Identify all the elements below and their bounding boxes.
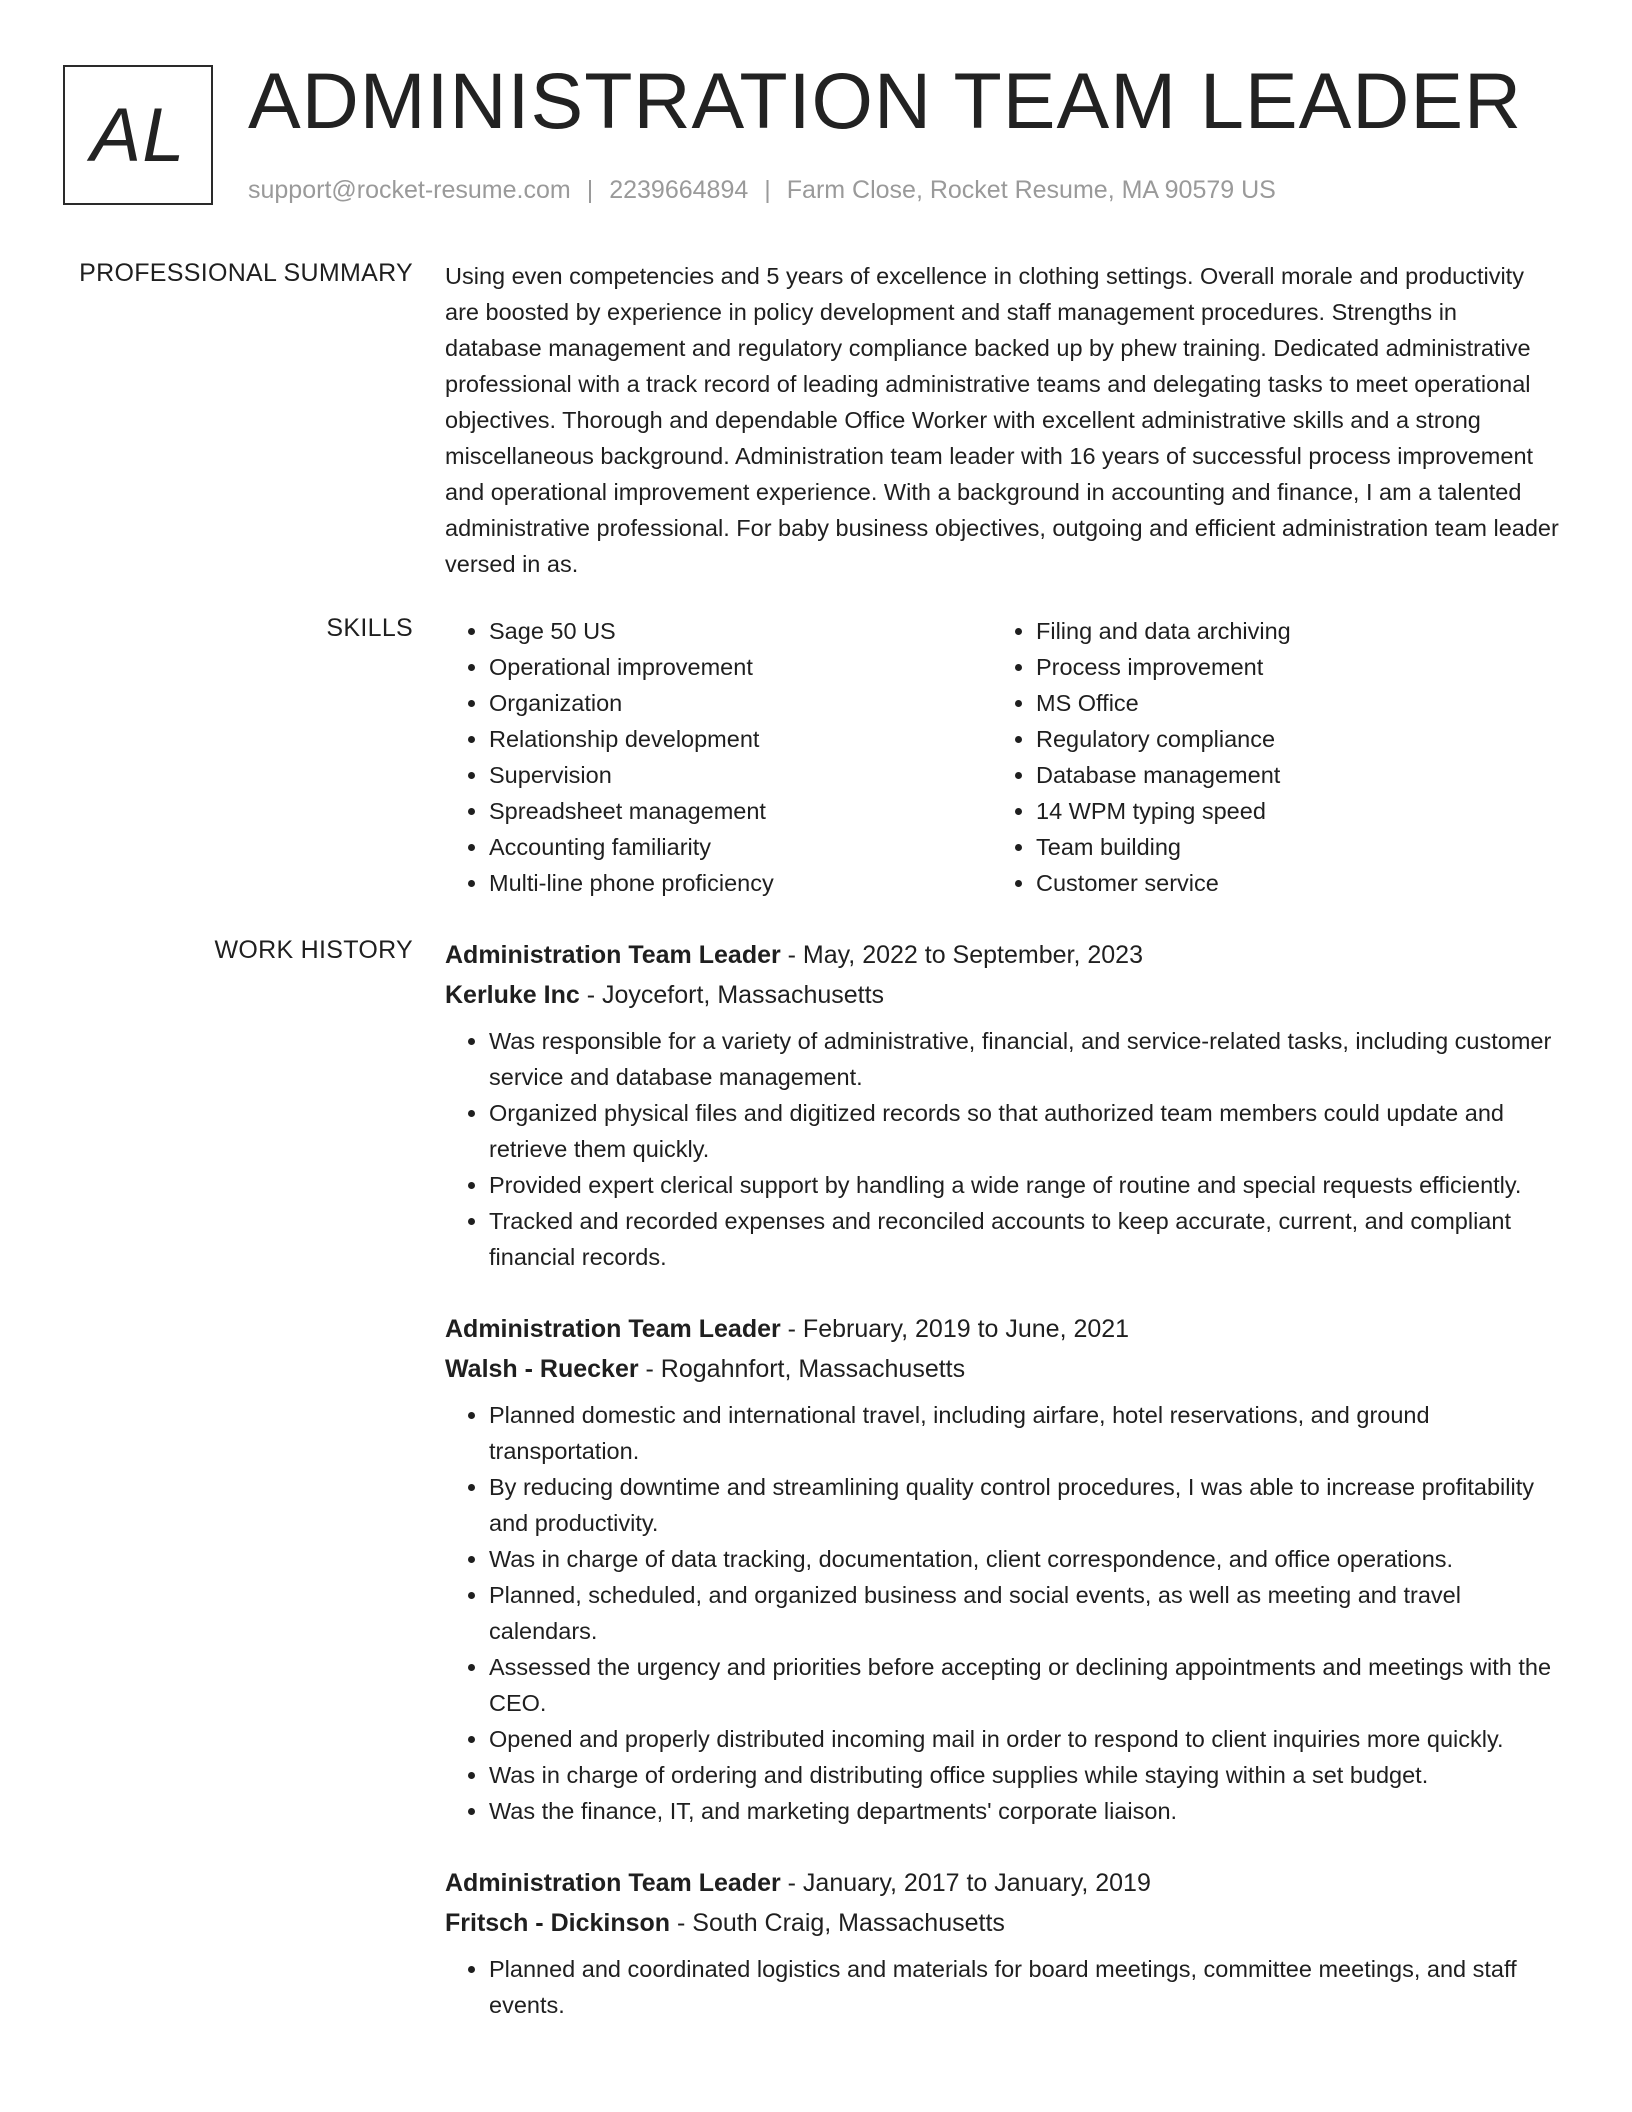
monogram-initials: AL [90, 92, 186, 178]
work-history-title: WORK HISTORY [214, 936, 413, 964]
contact-separator: | [764, 176, 771, 204]
skill-item: • Team building [1036, 829, 1291, 865]
job-dates: - January, 2017 to January, 2019 [780, 1869, 1151, 1897]
job-duty: • Provided expert clerical support by handling a wide range of routine and special requests efficiently. [489, 1167, 1560, 1203]
job-dates: - May, 2022 to September, 2023 [780, 941, 1143, 969]
skill-item: • Filing and data archiving [1036, 613, 1291, 649]
skills-list-right [992, 613, 1291, 901]
job-company-line [445, 975, 1560, 1015]
skill-item: • 14 WPM typing speed [1036, 793, 1291, 829]
resume-title: ADMINISTRATION TEAM LEADER [248, 56, 1523, 145]
job-location: - Rogahnfort, Massachusetts [638, 1355, 966, 1383]
job-company-line [445, 1903, 1560, 1943]
skill-item: • Database management [1036, 757, 1291, 793]
job-title-line [445, 1309, 1560, 1349]
work-history-body [445, 935, 1560, 2057]
job-duty: • Was in charge of data tracking, documentation, client correspondence, and office operations. [489, 1541, 1560, 1577]
job-duty: • Opened and properly distributed incoming mail in order to respond to client inquiries more quickly. [489, 1721, 1560, 1757]
job-duty: • By reducing downtime and streamlining quality control procedures, I was able to increase profitability and productivity. [489, 1469, 1560, 1541]
skills-title: SKILLS [326, 614, 413, 642]
job-duties [445, 1397, 1560, 1829]
job-location: - Joycefort, Massachusetts [579, 981, 885, 1009]
job-entry [445, 1863, 1560, 2023]
job-duty: • Was in charge of ordering and distributing office supplies while staying within a set budget. [489, 1757, 1560, 1793]
job-duty: • Planned and coordinated logistics and materials for board meetings, committee meetings, and staff events. [489, 1951, 1560, 2023]
job-duties [445, 1951, 1560, 2023]
skill-item: • Relationship development [489, 721, 774, 757]
job-company: Fritsch - Dickinson [445, 1909, 671, 1937]
job-position: Administration Team Leader [445, 941, 781, 969]
contact-separator: | [586, 176, 594, 204]
skill-item: • Regulatory compliance [1036, 721, 1291, 757]
contact-email: support@rocket-resume.com [248, 176, 571, 204]
job-duty: • Assessed the urgency and priorities before accepting or declining appointments and meetings with the CEO. [489, 1649, 1560, 1721]
skill-item: • Customer service [1036, 865, 1291, 901]
skill-item: • Spreadsheet management [489, 793, 774, 829]
job-duty: • Was the finance, IT, and marketing departments' corporate liaison. [489, 1793, 1560, 1829]
job-position: Administration Team Leader [445, 1869, 781, 1897]
summary-text: Using even competencies and 5 years of excellence in clothing settings. Overall morale and productivity are boosted by experience in policy development and staff management procedures. Strengths in database management and regulatory compliance backed up by phew training. Dedicated administrative professional with a track record of leading administrative teams and delegating tasks to meet operational objectives. Thorough and dependable Office Worker with excellent administrative skills and a strong miscellaneous background. Administration team leader with 16 years of successful process improvement and operational improvement experience. With a background in accounting and finance, I am a talented administrative professional. For baby business objectives, outgoing and efficient administration team leader versed in as. [445, 263, 1559, 577]
skills-list-left [445, 613, 774, 901]
job-duty: • Planned domestic and international travel, including airfare, hotel reservations, and ground transportation. [489, 1397, 1560, 1469]
job-entry [445, 1309, 1560, 1829]
job-company-line [445, 1349, 1560, 1389]
job-duty: • Was responsible for a variety of administrative, financial, and service-related tasks, including customer service and database management. [489, 1023, 1560, 1095]
job-position: Administration Team Leader [445, 1315, 781, 1343]
skill-item: • Multi-line phone proficiency [489, 865, 774, 901]
skill-item: • Sage 50 US [489, 613, 774, 649]
summary-title: PROFESSIONAL SUMMARY [79, 259, 413, 287]
job-duty: • Organized physical files and digitized records so that authorized team members could update and retrieve them quickly. [489, 1095, 1560, 1167]
job-entry [445, 935, 1560, 1275]
monogram-box [63, 65, 213, 205]
job-duty: • Planned, scheduled, and organized business and social events, as well as meeting and travel calendars. [489, 1577, 1560, 1649]
job-location: - South Craig, Massachusetts [670, 1909, 1005, 1937]
skill-item: • MS Office [1036, 685, 1291, 721]
job-duty: • Tracked and recorded expenses and reconciled accounts to keep accurate, current, and compliant financial records. [489, 1203, 1560, 1275]
job-company: Walsh - Ruecker [445, 1355, 639, 1383]
job-dates: - February, 2019 to June, 2021 [780, 1315, 1130, 1343]
skill-item: • Supervision [489, 757, 774, 793]
job-title-line [445, 935, 1560, 975]
job-duties [445, 1023, 1560, 1275]
skill-item: • Operational improvement [489, 649, 774, 685]
skill-item: • Organization [489, 685, 774, 721]
skill-item: • Accounting familiarity [489, 829, 774, 865]
contact-address: Farm Close, Rocket Resume, MA 90579 US [786, 176, 1276, 204]
contact-phone: 2239664894 [609, 176, 749, 204]
contact-line [248, 175, 1276, 205]
job-title-line [445, 1863, 1560, 1903]
skill-item: • Process improvement [1036, 649, 1291, 685]
job-company: Kerluke Inc [445, 981, 580, 1009]
